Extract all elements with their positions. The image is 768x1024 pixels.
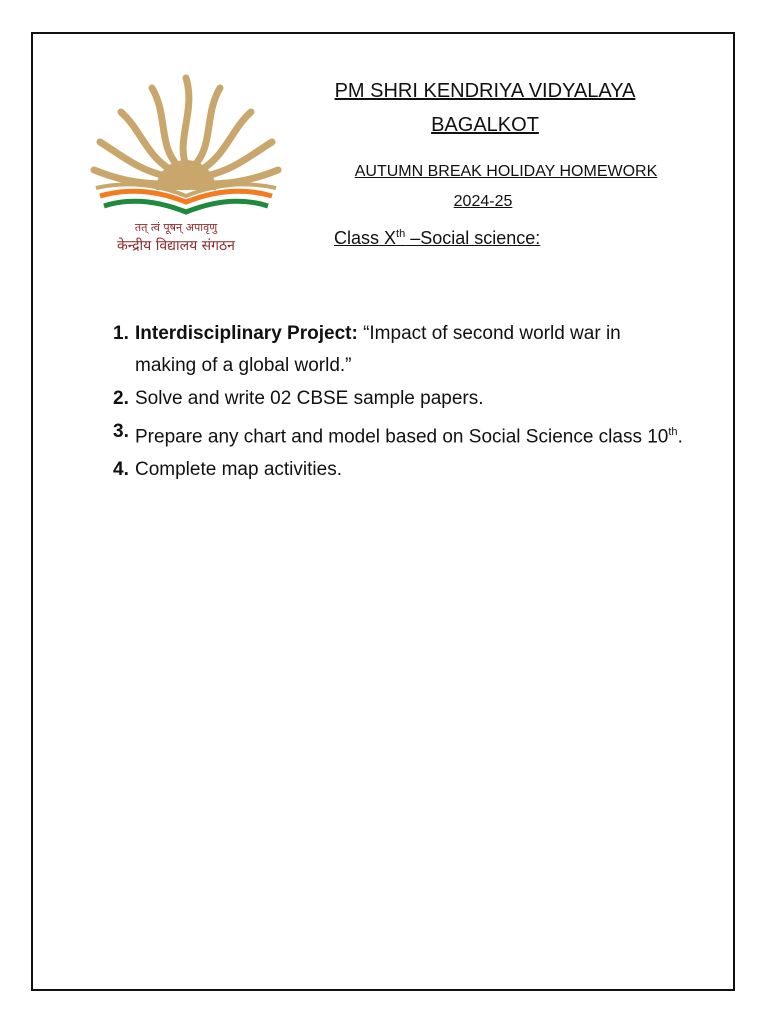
homework-title: AUTUMN BREAK HOLIDAY HOMEWORK — [354, 163, 658, 180]
list-item — [105, 454, 685, 486]
list-item — [105, 318, 685, 382]
item-text: Solve and write 02 CBSE sample papers. — [135, 388, 484, 409]
logo-graphic — [86, 70, 286, 220]
item-number: 3. — [113, 421, 129, 442]
item-text: Complete map activities. — [135, 459, 342, 481]
class-sup: th — [396, 228, 406, 240]
class-subject-heading — [334, 228, 540, 249]
logo-motto: तत् त्वं पूषन् अपावृणु — [134, 221, 218, 234]
item-text-after: . — [677, 426, 683, 448]
school-name-line1: PM SHRI KENDRIYA VIDYALAYA — [334, 80, 636, 102]
item-bold-label: Interdisciplinary Project: — [135, 323, 358, 344]
logo-name: केन्द्रीय विद्यालय संगठन — [117, 238, 235, 254]
homework-list — [105, 318, 685, 487]
kendriya-vidyalaya-logo-icon — [86, 70, 286, 260]
class-suffix: –Social science: — [405, 228, 541, 248]
list-item — [105, 383, 685, 415]
item-sup: th — [668, 426, 678, 438]
item-number: 4. — [113, 459, 129, 481]
item-number: 2. — [113, 388, 129, 409]
item-number: 1. — [113, 323, 129, 344]
school-name-line2: BAGALKOT — [431, 114, 539, 136]
session-year: 2024-25 — [453, 193, 513, 210]
item-text: “Impact of second world war in making of a global world.” — [135, 323, 621, 376]
list-item — [105, 416, 685, 453]
class-prefix: Class X — [334, 228, 397, 248]
item-text: Prepare any chart and model based on Social Science class 10 — [135, 426, 669, 448]
